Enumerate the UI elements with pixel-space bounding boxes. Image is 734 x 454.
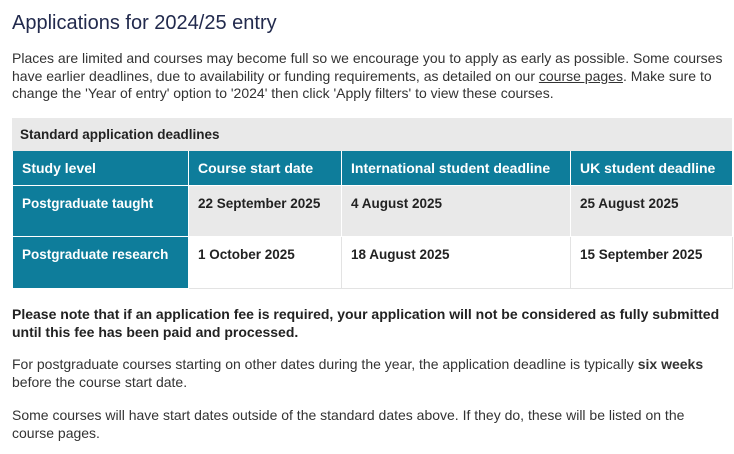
other-dates-paragraph bbox=[12, 355, 724, 391]
table-row bbox=[13, 237, 733, 289]
cell-uk-deadline: 25 August 2025 bbox=[571, 186, 733, 237]
intro-text-before: Places are limited and courses may become full so we encourage you to apply as early as possible. Some courses have earlier deadlines, due to availability or funding requirements, as detailed on our bbox=[12, 50, 723, 84]
cell-course-start-date: 22 September 2025 bbox=[189, 186, 342, 237]
cell-international-deadline: 4 August 2025 bbox=[342, 186, 571, 237]
table-row bbox=[13, 186, 733, 237]
application-fee-note: Please note that if an application fee is required, your application will not be considered as fully submitted until this fee has been paid and processed. bbox=[12, 306, 720, 340]
nonstandard-dates-paragraph: Some courses will have start dates outside of the standard dates above. If they do, these will be listed on the course pages. bbox=[12, 407, 685, 441]
other-dates-after: before the course start date. bbox=[12, 374, 188, 390]
cell-course-start-date: 1 October 2025 bbox=[189, 237, 342, 289]
intro-text-after: . Make sure to change the 'Year of entry' option to '2024' then click 'Apply filters' to view these courses. bbox=[12, 67, 712, 101]
cell-uk-deadline: 15 September 2025 bbox=[571, 237, 733, 289]
deadlines-table bbox=[12, 118, 732, 289]
table-caption: Standard application deadlines bbox=[20, 127, 220, 142]
deadlines-grid bbox=[12, 151, 733, 289]
other-dates-before: For postgraduate courses starting on other dates during the year, the application deadline is typically bbox=[12, 356, 638, 372]
header-international-deadline: International student deadline bbox=[342, 151, 571, 186]
six-weeks-emphasis: six weeks bbox=[637, 356, 704, 372]
course-pages-link[interactable]: course pages bbox=[538, 67, 623, 84]
header-course-start-date: Course start date bbox=[189, 151, 342, 186]
cell-study-level: Postgraduate taught bbox=[13, 186, 189, 237]
intro-paragraph bbox=[12, 50, 724, 103]
header-uk-deadline: UK student deadline bbox=[571, 151, 733, 186]
cell-study-level: Postgraduate research bbox=[13, 237, 189, 289]
page-title: Applications for 2024/25 entry bbox=[12, 12, 277, 34]
header-study-level: Study level bbox=[13, 151, 189, 186]
cell-international-deadline: 18 August 2025 bbox=[342, 237, 571, 289]
table-header-row bbox=[13, 151, 733, 186]
